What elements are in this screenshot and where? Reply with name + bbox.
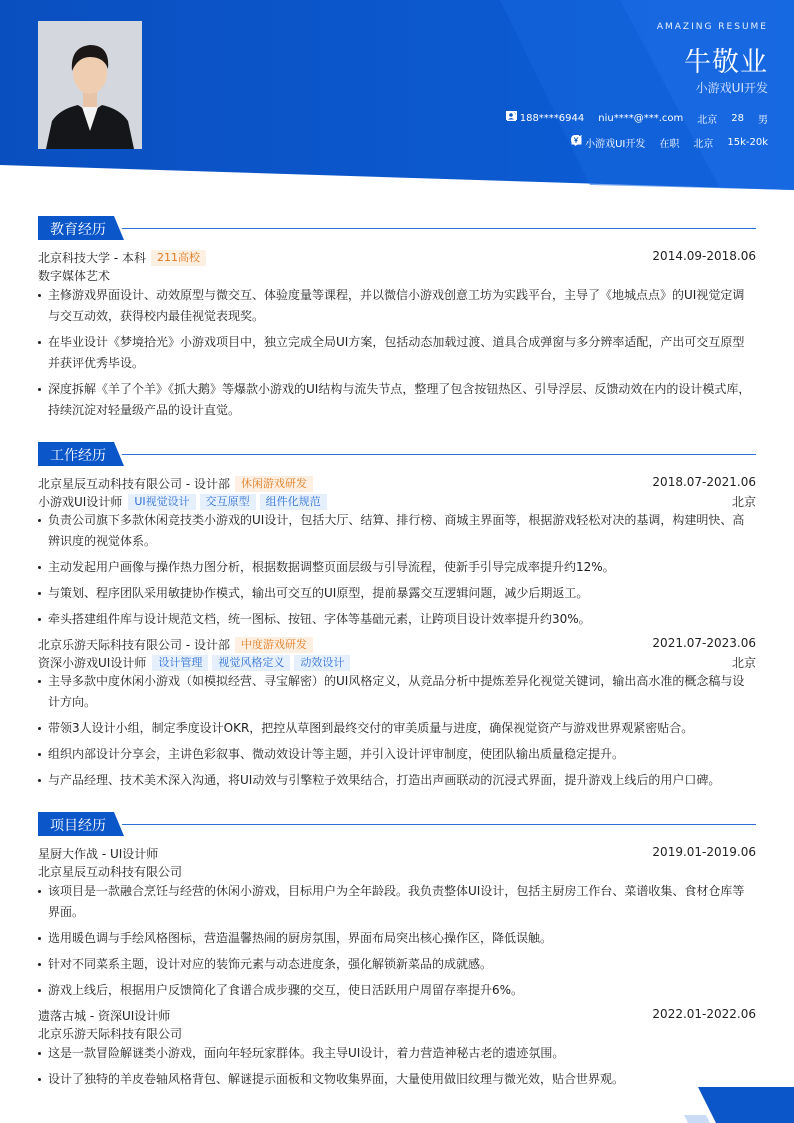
company-badge: 中度游戏研发 [235, 637, 313, 653]
skill-tag: UI视觉设计 [128, 494, 195, 510]
list-item: 游戏上线后，根据用户反馈简化了食谱合成步骤的交互，使日活跃用户周留存率提升6%。 [38, 980, 756, 1001]
job-position: 小游戏UI设计师 [38, 495, 123, 509]
company-name: 北京乐游天际科技有限公司 - 设计部 [38, 638, 230, 652]
job-entry-head [38, 474, 756, 493]
corner-decoration [684, 1087, 794, 1123]
age-text: 28 [731, 113, 744, 124]
project-bullets [38, 1043, 756, 1090]
list-item: 这是一款冒险解谜类小游戏，面向年轻玩家群体。我主导UI设计，着力营造神秘古老的遗迹氛围。 [38, 1043, 756, 1064]
section-divider [122, 454, 756, 455]
section-divider [122, 228, 756, 229]
list-item: 该项目是一款融合烹饪与经营的休闲小游戏，目标用户为全年龄段。我负责整体UI设计，包括主厨房工作台、菜谱收集、食材仓库等界面。 [38, 881, 756, 923]
skill-tag: 交互原型 [200, 494, 256, 510]
list-item: 在毕业设计《梦境拾光》小游戏项目中，独立完成全局UI方案，包括动态加载过渡、道具合成弹窗与多分辨率适配，产出可交互原型并获评优秀毕设。 [38, 332, 756, 374]
job-intention: 小游戏UI开发 [695, 81, 768, 95]
project-period: 2019.01-2019.06 [652, 845, 756, 859]
section-title: 项目经历 [50, 818, 106, 834]
list-item: 主导多款中度休闲小游戏（如模拟经营、寻宝解密）的UI风格定义，从竞品分析中提炼差异化视觉关键词，输出高水准的概念稿与设计方向。 [38, 671, 756, 713]
major-name: 数字媒体艺术 [38, 269, 111, 283]
hometown-text: 北京 [697, 115, 718, 126]
school-badge: 211高校 [151, 250, 206, 266]
section-title: 工作经历 [50, 448, 106, 464]
list-item: 带领3人设计小组，制定季度设计OKR，把控从草图到最终交付的审美质量与进度，确保视觉资产与游戏世界观紧密贴合。 [38, 718, 756, 739]
education-section [38, 216, 756, 426]
age-info [731, 113, 744, 124]
city-info [693, 135, 713, 150]
project-name: 星厨大作战 - UI设计师 [38, 847, 159, 861]
skill-tag: 动效设计 [294, 655, 350, 671]
skill-tag: 设计管理 [152, 655, 208, 671]
company-badge: 休闲游戏研发 [235, 476, 313, 492]
job-position-row [38, 654, 756, 670]
section-title: 教育经历 [50, 222, 106, 238]
education-entry-head [38, 248, 756, 267]
school-name: 北京科技大学 - 本科 [38, 251, 146, 265]
phone-info [520, 113, 585, 124]
major-row [38, 267, 756, 283]
list-item: 负责公司旗下多款休闲竞技类小游戏的UI设计，包括大厅、结算、排行榜、商城主界面等，根据游戏轻松对决的基调，构建明快、高辨识度的视觉体系。 [38, 510, 756, 552]
salary-info [727, 137, 768, 148]
project-company: 北京乐游天际科技有限公司 [38, 1027, 183, 1041]
project-entry-head [38, 1006, 756, 1025]
person-name: 牛敬业 [684, 47, 768, 78]
job-position-row [38, 493, 756, 509]
section-divider [122, 824, 756, 825]
city-text: 北京 [693, 139, 714, 150]
salary-text: 15k-20k [727, 137, 768, 148]
gender-info [758, 111, 768, 126]
project-period: 2022.01-2022.06 [652, 1007, 756, 1021]
position-info [585, 135, 645, 150]
status-text: 在职 [659, 139, 680, 150]
education-bullets [38, 285, 756, 421]
job-city: 北京 [731, 495, 756, 509]
contact-row [506, 111, 768, 126]
job-position: 资深小游戏UI设计师 [38, 656, 147, 670]
skill-tag: 视觉风格定义 [212, 655, 290, 671]
list-item: 主动发起用户画像与操作热力图分析，根据数据调整页面层级与引导流程，使新手引导完成率提升约12%。 [38, 557, 756, 578]
avatar [38, 21, 142, 149]
skill-tag: 组件化规范 [260, 494, 327, 510]
project-bullets [38, 881, 756, 1001]
email-info [598, 113, 683, 124]
project-company-row [38, 863, 756, 879]
list-item: 选用暖色调与手绘风格图标，营造温馨热闹的厨房氛围，界面布局突出核心操作区，降低误触。 [38, 928, 756, 949]
job-city: 北京 [731, 656, 756, 670]
project-company: 北京星辰互动科技有限公司 [38, 865, 183, 879]
list-item: 深度拆解《羊了个羊》《抓大鹅》等爆款小游戏的UI结构与流失节点，整理了包含按钮热区、引导浮层、反馈动效在内的设计模式库，持续沉淀对轻量级产品的设计直觉。 [38, 379, 756, 421]
job-entry-head [38, 635, 756, 654]
section-header [38, 442, 756, 466]
list-item: 组织内部设计分享会，主讲色彩叙事、微动效设计等主题，并引入设计评审制度，使团队输出质量稳定提升。 [38, 744, 756, 765]
education-period: 2014.09-2018.06 [652, 249, 756, 263]
list-item: 与策划、程序团队采用敏捷协作模式，输出可交互的UI原型，提前暴露交互逻辑问题，减少后期返工。 [38, 583, 756, 604]
email-text: niu****@***.com [598, 113, 684, 124]
project-name: 遗落古城 - 资深UI设计师 [38, 1009, 171, 1023]
list-item: 针对不同菜系主题，设计对应的装饰元素与动态进度条，强化解锁新菜品的成就感。 [38, 954, 756, 975]
gender-icon [506, 111, 516, 121]
section-header [38, 812, 756, 836]
list-item: 设计了独特的羊皮卷轴风格背包、解谜提示面板和文物收集界面，大量使用做旧纹理与微光效，贴合世界观。 [38, 1069, 756, 1090]
list-item: 与产品经理、技术美术深入沟通，将UI动效与引擎粒子效果结合，打造出声画联动的沉浸式界面，提升游戏上线后的用户口碑。 [38, 770, 756, 791]
list-item: 牵头搭建组件库与设计规范文档，统一图标、按钮、字体等基础元素，让跨项目设计效率提升约30%。 [38, 609, 756, 630]
job-period: 2021.07-2023.06 [652, 636, 756, 650]
list-item: 主修游戏界面设计、动效原型与微交互、体验度量等课程，并以微信小游戏创意工坊为实践平台，主导了《地城点点》的UI视觉定调与交互动效，获得校内最佳视觉表现奖。 [38, 285, 756, 327]
header-banner [0, 0, 794, 195]
hometown-info [697, 111, 717, 126]
job-period: 2018.07-2021.06 [652, 475, 756, 489]
status-info [659, 135, 679, 150]
position-text: 小游戏UI开发 [585, 139, 646, 150]
intention-row [571, 135, 768, 150]
company-name: 北京星辰互动科技有限公司 - 设计部 [38, 477, 230, 491]
brand-label: AMAZING RESUME [656, 22, 768, 32]
job-bullets [38, 510, 756, 630]
phone-text: 188****6944 [519, 113, 585, 124]
project-company-row [38, 1025, 756, 1041]
section-header [38, 216, 756, 240]
job-bullets [38, 671, 756, 791]
work-section [38, 442, 756, 796]
gender-text: 男 [758, 115, 768, 126]
projects-section [38, 812, 756, 1095]
salary-icon [571, 135, 581, 145]
project-entry-head [38, 844, 756, 863]
